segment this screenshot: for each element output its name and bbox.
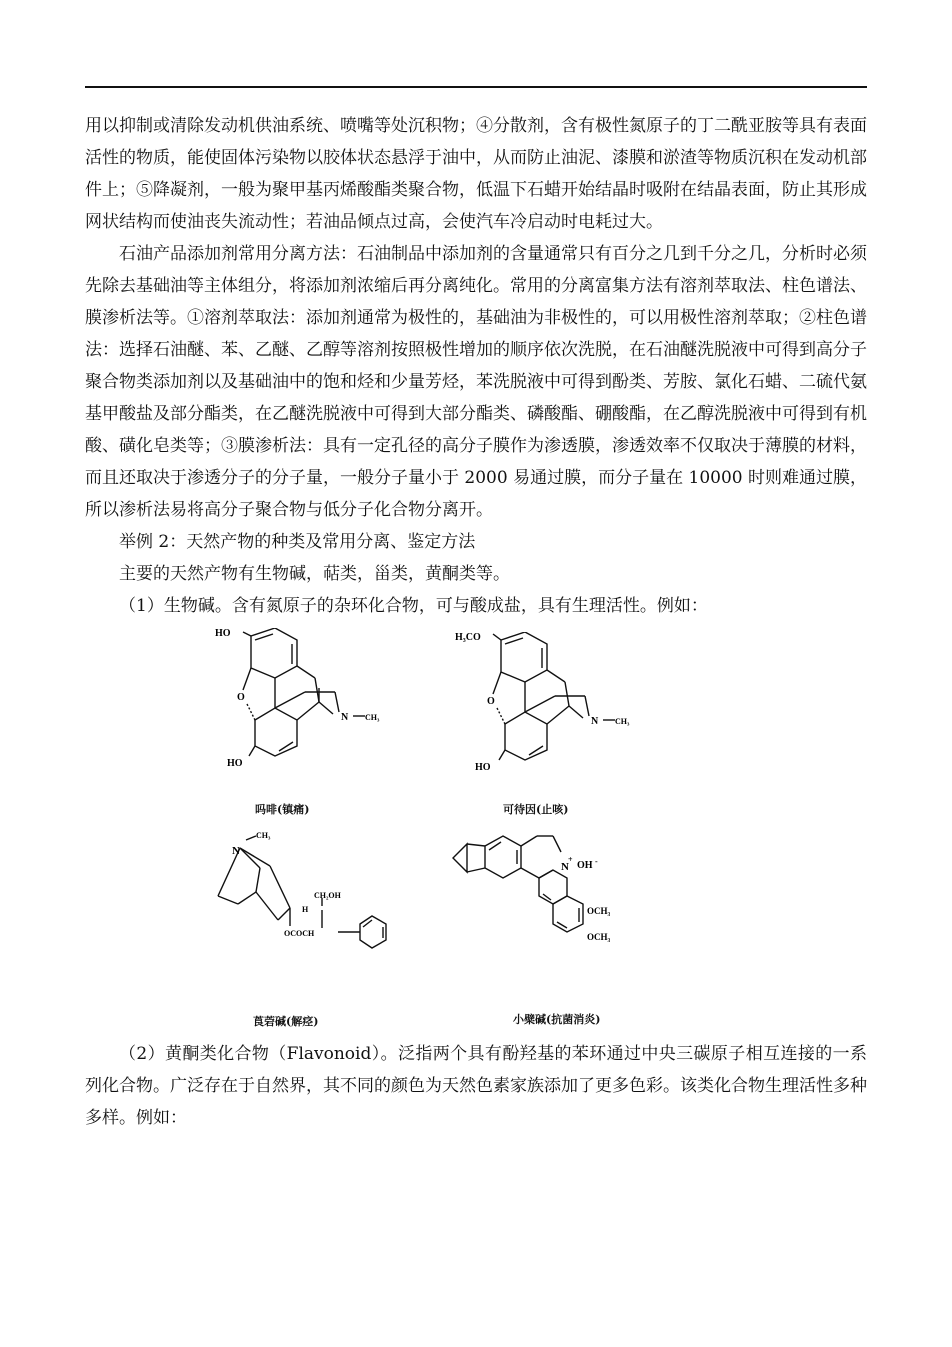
header-rule bbox=[85, 86, 867, 88]
paragraph-flavonoid: （2）黄酮类化合物（Flavonoid）。泛指两个具有酚羟基的苯环通过中央三碳原子相互连接的一系列化合物。广泛存在于自然界，其不同的颜色为天然色素家族添加了更多色彩。该类化合物生理活性多种多样。例如： bbox=[85, 1044, 867, 1128]
berberine-label-oh: OH bbox=[577, 860, 593, 871]
page-content bbox=[85, 110, 867, 1134]
atropine-structure bbox=[210, 828, 410, 958]
paragraph-alkaloids: （1）生物碱。含有氮原子的杂环化合物，可与酸成盐，具有生理活性。例如： bbox=[119, 596, 708, 616]
codeine-label-h3co: H₃CO bbox=[455, 632, 481, 643]
berberine-label-och3-b: OCH₃ bbox=[587, 932, 611, 942]
atropine-label-h: H bbox=[302, 905, 309, 914]
codeine-label-n: N bbox=[591, 716, 599, 727]
morphine-structure bbox=[215, 628, 395, 778]
paragraph-separation-methods: 石油产品添加剂常用分离方法：石油制品中添加剂的含量通常只有百分之几到千分之几，分析时必须先除去基础油等主体组分，将添加剂浓缩后再分离纯化。常用的分离富集方法有溶剂萃取法、柱色谱法、膜渗析法等。①溶剂萃取法：添加剂通常为极性的，基础油为非极性的，可以用极性溶剂萃取；②柱色谱法：选择石油醚、苯、乙醚、乙醇等溶剂按照极性增加的顺序依次洗脱，在石油醚洗脱液中可得到高分子聚合物类添加剂以及基础油中的饱和烃和少量芳烃，苯洗脱液中可得到酚类、芳胺、氯化石蜡、二硫代氨基甲酸盐及部分酯类，在乙醚洗脱液中可得到大部分酯类、磷酸酯、硼酸酯，在乙醇洗脱液中可得到有机酸、磺化皂类等；③膜渗析法：具有一定孔径的高分子膜作为渗透膜，渗透效率不仅取决于薄膜的材料，而且还取决于渗透分子的分子量，一般分子量小于 2000 易通过膜，而分子量在 10000 时则难通过膜，所以渗析法易将高分子聚合物与低分子化合物分离开。 bbox=[85, 244, 867, 520]
codeine-label-o: O bbox=[487, 696, 495, 707]
atropine-label-ch3: CH₃ bbox=[256, 831, 271, 840]
berberine-caption: 小檗碱(抗菌消炎) bbox=[513, 1013, 601, 1026]
berberine-structure bbox=[445, 828, 685, 978]
berberine-label-och3-a: OCH₃ bbox=[587, 906, 611, 916]
paragraph-example-2: 举例 2：天然产物的种类及常用分离、鉴定方法 bbox=[119, 532, 476, 552]
figure-row-alkaloids-1 bbox=[85, 622, 867, 822]
figure-row-alkaloids-2 bbox=[85, 828, 867, 1038]
atropine-label-ch2oh: CH₂OH bbox=[314, 891, 341, 900]
codeine-label-oh-bottom: HO bbox=[475, 762, 491, 773]
atropine-label-ester: OCOCH bbox=[284, 929, 315, 938]
atropine-label-n: N bbox=[232, 845, 240, 857]
atropine-caption: 莨菪碱(解痉) bbox=[253, 1015, 319, 1028]
berberine-label-n: N bbox=[561, 861, 569, 873]
morphine-label-n: N bbox=[341, 712, 349, 723]
berberine-label-minus: - bbox=[595, 857, 598, 866]
morphine-caption: 吗啡(镇痛) bbox=[255, 803, 310, 816]
paragraph-natural-products: 主要的天然产物有生物碱，萜类，甾类，黄酮类等。 bbox=[119, 564, 510, 584]
morphine-label-o: O bbox=[237, 692, 245, 703]
paragraph-additives-cont: 用以抑制或清除发动机供油系统、喷嘴等处沉积物；④分散剂，含有极性氮原子的丁二酰亚胺等具有表面活性的物质，能使固体污染物以胶体状态悬浮于油中，从而防止油泥、漆膜和淤渣等物质沉积在发动机部件上；⑤降凝剂，一般为聚甲基丙烯酸酯类聚合物，低温下石蜡开始结晶时吸附在结晶表面，防止其形成网状结构而使油丧失流动性；若油品倾点过高，会使汽车冷启动时电耗过大。 bbox=[85, 116, 867, 232]
codeine-label-ch3: CH₃ bbox=[615, 717, 630, 726]
morphine-label-ch3: CH₃ bbox=[365, 713, 380, 722]
codeine-caption: 可待因(止咳) bbox=[503, 803, 569, 816]
codeine-structure bbox=[455, 632, 635, 782]
morphine-label-oh-top: HO bbox=[215, 628, 231, 639]
berberine-label-plus: + bbox=[568, 855, 573, 864]
morphine-label-oh-bottom: HO bbox=[227, 758, 243, 769]
